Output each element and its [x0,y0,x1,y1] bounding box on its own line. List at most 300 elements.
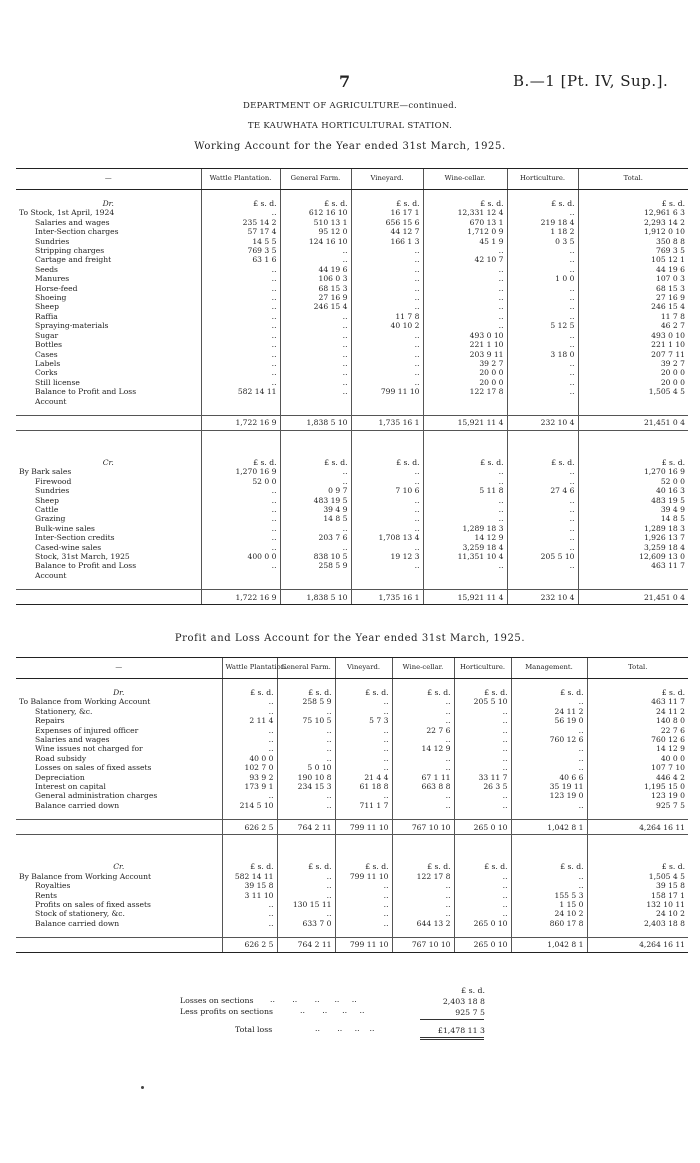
currency-unit: £ s. d. [201,199,280,208]
amount-cell: 656 15 6 [351,218,423,227]
amount-cell: .. [351,265,423,274]
amount-cell: .. [201,284,280,293]
amount-cell: 5 0 10 [277,763,335,772]
amount-cell: 40 10 2 [351,321,423,330]
row-label: General administration charges [35,791,158,801]
amount-cell: 16 17 1 [351,208,423,217]
amount-cell: 925 7 5 [587,801,688,810]
table-row [16,697,688,706]
table-row [16,293,688,302]
amount-cell: 350 8 8 [578,237,688,246]
currency-unit: £ s. d. [578,458,688,467]
amount-cell: .. [201,561,280,570]
amount-cell: 107 0 3 [578,274,688,283]
row-label: Raffia [35,311,58,321]
amount-cell [578,397,688,406]
leader-dots: .. .. .. .. [300,1006,365,1015]
amount-cell: .. [280,368,351,377]
column-header: Wattle Plantation. [222,658,277,679]
amount-cell: 633 7 0 [277,919,335,928]
amount-cell: 11 7 8 [578,312,688,321]
row-label: Salaries and wages [35,735,110,745]
table-row [16,754,688,763]
amount-cell: 39 2 7 [578,359,688,368]
table-row [16,359,688,368]
column-header: Wine-cellar. [392,658,454,679]
amount-cell: .. [280,340,351,349]
row-label: Sundries [35,486,70,496]
row-label: Stripping charges [35,246,105,256]
amount-cell: .. [201,533,280,542]
amount-cell: .. [335,891,392,900]
department-heading: DEPARTMENT OF AGRICULTURE—continued. [243,101,457,111]
row-label: Stationery, &c. [35,706,93,716]
currency-unit: £ s. d. [578,199,688,208]
amount-cell: .. [423,477,507,486]
amount-cell: .. [351,359,423,368]
row-label: Balance carried down [35,800,120,810]
amount-cell: .. [222,900,277,909]
row-label: Sundries [35,236,70,246]
amount-cell: 95 12 0 [280,227,351,236]
amount-cell: .. [351,368,423,377]
amount-cell: .. [201,312,280,321]
amount-cell: 40 0 0 [222,754,277,763]
total-row [16,938,688,953]
amount-cell: .. [280,524,351,533]
table-row [16,561,688,570]
amount-cell: .. [280,321,351,330]
total-cell: 767 10 10 [392,938,454,953]
amount-cell: 44 19 6 [578,265,688,274]
table-row [16,716,688,725]
amount-cell [351,397,423,406]
total-cell: 626 2 5 [222,938,277,953]
amount-cell: .. [423,265,507,274]
amount-cell: .. [392,791,454,800]
amount-cell: 46 2 7 [578,321,688,330]
amount-cell: 234 15 3 [277,782,335,791]
amount-cell: .. [335,881,392,890]
amount-cell: .. [280,378,351,387]
column-header: General Farm. [280,169,351,190]
amount-cell: .. [392,763,454,772]
amount-cell: 75 10 5 [277,716,335,725]
amount-cell: .. [280,246,351,255]
amount-cell: .. [507,340,578,349]
amount-cell: .. [335,763,392,772]
amount-cell: 0 3 5 [507,237,578,246]
table-row [16,340,688,349]
currency-unit: £ s. d. [423,458,507,467]
amount-cell: .. [280,350,351,359]
amount-cell: .. [280,387,351,396]
amount-cell: .. [507,533,578,542]
row-label: Spraying-materials [35,321,109,331]
amount-cell: 190 10 8 [277,773,335,782]
table-row [16,331,688,340]
side-label: Dr. [102,199,114,208]
amount-cell: 93 9 2 [222,773,277,782]
amount-cell: .. [201,359,280,368]
table-row [16,552,688,561]
amount-cell: 663 8 8 [392,782,454,791]
amount-cell [423,571,507,580]
table-row [16,302,688,311]
amount-cell: .. [507,543,578,552]
table-row [16,726,688,735]
amount-cell: 40 6 6 [511,773,587,782]
total-label: Total loss [235,1025,273,1034]
amount-cell: .. [454,891,511,900]
document-reference: B.—1 [Pt. IV, Sup.]. [513,72,669,90]
amount-cell: 1,926 13 7 [578,533,688,542]
row-label: To Balance from Working Account [19,697,151,707]
amount-cell [280,571,351,580]
amount-cell: .. [423,505,507,514]
amount-cell: .. [511,763,587,772]
amount-cell: .. [351,340,423,349]
amount-cell: 1,289 18 3 [423,524,507,533]
table-row [16,378,688,387]
total-cell: 1,042 8 1 [511,820,587,835]
amount-cell: 711 1 7 [335,801,392,810]
amount-cell: 11 7 8 [351,312,423,321]
amount-cell: 860 17 8 [511,919,587,928]
table-row [16,543,688,552]
amount-cell: 838 10 5 [280,552,351,561]
subtotal-rule [420,1019,484,1020]
row-label: Grazing [35,514,66,524]
currency-unit: £ s. d. [277,688,335,697]
amount-cell: .. [511,697,587,706]
total-row [16,820,688,835]
amount-cell: 760 12 6 [587,735,688,744]
amount-cell: .. [511,872,587,881]
amount-cell: 24 10 2 [511,909,587,918]
amount-cell: 2,403 18 8 [587,919,688,928]
table-row [16,919,688,928]
amount-cell: .. [423,246,507,255]
amount-cell: 24 10 2 [587,909,688,918]
amount-cell: 221 1 10 [578,340,688,349]
amount-cell: .. [335,707,392,716]
table-row [16,891,688,900]
amount-cell: .. [507,467,578,476]
currency-unit: £ s. d. [587,862,688,871]
row-label: Bulk-wine sales [35,523,95,533]
table-row [16,274,688,283]
amount-cell: .. [423,312,507,321]
amount-cell: .. [454,754,511,763]
amount-cell: .. [201,378,280,387]
leader-dots: .. .. .. .. .. [270,995,357,1004]
column-header: General Farm. [277,658,335,679]
table-row [16,227,688,236]
amount-cell: 19 12 3 [351,552,423,561]
amount-cell: 207 7 11 [578,350,688,359]
amount-cell [351,571,423,580]
row-label: Labels [35,358,61,368]
column-header: Vineyard. [351,169,423,190]
amount-cell: 644 13 2 [392,919,454,928]
amount-cell: .. [507,312,578,321]
amount-cell: .. [507,284,578,293]
amount-cell: .. [351,350,423,359]
column-header: — [16,658,222,679]
row-label: Manures [35,274,70,284]
amount-cell: 40 16 3 [578,486,688,495]
amount-cell: 12,331 12 4 [423,208,507,217]
amount-cell [578,571,688,580]
amount-cell: 483 19 5 [578,496,688,505]
amount-cell [280,397,351,406]
amount-cell: 1,505 4 5 [587,872,688,881]
total-cell: 232 10 4 [507,590,578,605]
amount-cell: .. [201,274,280,283]
amount-cell: .. [507,331,578,340]
amount-cell: 3 11 10 [222,891,277,900]
row-label: Cartage and freight [35,255,112,265]
total-cell: 799 11 10 [335,938,392,953]
amount-cell: 3 18 0 [507,350,578,359]
amount-cell: 612 16 10 [280,208,351,217]
amount-cell: .. [392,716,454,725]
amount-cell: .. [454,900,511,909]
amount-cell [507,397,578,406]
row-label: Shoeing [35,293,67,303]
amount-cell: .. [351,284,423,293]
amount-cell: 5 7 3 [335,716,392,725]
amount-cell: .. [201,350,280,359]
amount-cell: 123 19 0 [587,791,688,800]
amount-cell: 61 18 8 [335,782,392,791]
amount-cell: 44 12 7 [351,227,423,236]
total-double-rule [420,1039,484,1040]
amount-cell: .. [201,321,280,330]
amount-cell: .. [277,881,335,890]
amount-cell: .. [392,735,454,744]
table-row [16,524,688,533]
column-header: Wattle Plantation. [201,169,280,190]
amount-cell: .. [201,486,280,495]
amount-cell: .. [507,302,578,311]
amount-cell: 21 4 4 [335,773,392,782]
total-cell: 232 10 4 [507,415,578,430]
amount-cell: 158 17 1 [587,891,688,900]
column-header: Wine-cellar. [423,169,507,190]
amount-cell: .. [511,754,587,763]
row-label: By Balance from Working Account [19,871,152,881]
row-label: Cased-wine sales [35,542,102,552]
amount-cell: .. [280,331,351,340]
amount-cell: .. [423,302,507,311]
row-label: Account [35,570,67,580]
table-row [16,505,688,514]
table-row [16,496,688,505]
amount-cell: .. [277,801,335,810]
amount-cell: .. [507,387,578,396]
amount-cell: 14 8 5 [578,514,688,523]
row-label: Balance carried down [35,918,120,928]
amount-cell: .. [507,524,578,533]
amount-cell: 235 14 2 [201,218,280,227]
table-row [16,773,688,782]
amount-cell: .. [423,514,507,523]
total-cell: 21,451 0 4 [578,415,688,430]
table-row [16,763,688,772]
amount-cell: .. [335,919,392,928]
amount-cell: 5 11 8 [423,486,507,495]
total-cell: 1,838 5 10 [280,590,351,605]
amount-cell: .. [201,505,280,514]
row-label: Cattle [35,504,59,514]
table-row [16,782,688,791]
amount-cell: 39 15 8 [222,881,277,890]
amount-cell: .. [280,359,351,368]
currency-unit: £ s. d. [454,688,511,697]
leader-dots: .. .. .. .. [315,1024,375,1033]
amount-cell: .. [335,697,392,706]
amount-cell: 582 14 11 [201,387,280,396]
row-label: Losses on sales of fixed assets [35,763,152,773]
amount-cell: .. [423,274,507,283]
table-row [16,533,688,542]
amount-cell: .. [392,909,454,918]
amount-cell: 769 3 5 [578,246,688,255]
amount-cell: .. [507,359,578,368]
table-row [16,477,688,486]
amount-cell: 39 4 9 [578,505,688,514]
amount-cell: 760 12 6 [511,735,587,744]
amount-cell: 39 15 8 [587,881,688,890]
losses-value: 2,403 18 8 [442,997,485,1006]
row-label: Stock, 31st March, 1925 [35,552,130,561]
amount-cell: 105 12 1 [578,255,688,264]
amount-cell: 5 12 5 [507,321,578,330]
amount-cell: 44 19 6 [280,265,351,274]
amount-cell: .. [201,208,280,217]
amount-cell: .. [277,909,335,918]
profits-value: 925 7 5 [455,1008,485,1017]
amount-cell: 14 12 9 [587,744,688,753]
amount-cell: .. [507,265,578,274]
amount-cell: 203 9 11 [423,350,507,359]
total-cell: 1,735 16 1 [351,590,423,605]
table-row [16,900,688,909]
column-header: Total. [578,169,688,190]
row-label: Balance to Profit and Loss [35,387,137,397]
amount-cell: .. [454,744,511,753]
amount-cell: .. [507,514,578,523]
column-header: Total. [587,658,688,679]
table-row [16,744,688,753]
working-account-table [16,168,688,605]
amount-cell: 106 0 3 [280,274,351,283]
amount-cell: .. [454,909,511,918]
row-label: Seeds [35,264,58,274]
amount-cell: .. [507,561,578,570]
amount-cell: 27 16 9 [280,293,351,302]
row-label: Repairs [35,716,65,726]
amount-cell: .. [351,524,423,533]
amount-cell: 22 7 6 [587,726,688,735]
amount-cell: .. [222,919,277,928]
amount-cell: 102 7 0 [222,763,277,772]
total-value: £1,478 11 3 [437,1026,485,1035]
amount-cell: 12,609 13 0 [578,552,688,561]
row-label: Stock of stationery, &c. [35,909,125,919]
amount-cell: .. [222,791,277,800]
amount-cell: 22 7 6 [392,726,454,735]
side-label: Cr. [102,457,114,467]
currency-unit: £ s. d. [277,862,335,871]
amount-cell: .. [201,368,280,377]
amount-cell: .. [511,801,587,810]
amount-cell: 39 2 7 [423,359,507,368]
table-row [16,368,688,377]
row-label: Still license [35,377,80,387]
amount-cell: 670 13 1 [423,218,507,227]
amount-cell: 1 18 2 [507,227,578,236]
side-label: Dr. [113,688,125,697]
stray-mark [141,1086,144,1089]
amount-cell: 11,351 10 4 [423,552,507,561]
amount-cell: .. [351,302,423,311]
total-cell: 767 10 10 [392,820,454,835]
amount-cell [201,571,280,580]
amount-cell: 1,289 18 3 [578,524,688,533]
amount-cell: .. [351,477,423,486]
side-label: Cr. [113,862,125,872]
total-row [16,415,688,430]
amount-cell: .. [392,891,454,900]
amount-cell: 140 8 0 [587,716,688,725]
total-cell: 1,838 5 10 [280,415,351,430]
amount-cell: .. [423,496,507,505]
amount-cell: .. [280,467,351,476]
amount-cell: .. [507,255,578,264]
column-header: Horticulture. [454,658,511,679]
amount-cell: .. [222,735,277,744]
amount-cell: .. [351,561,423,570]
table-row [16,255,688,264]
amount-cell: .. [507,505,578,514]
amount-cell: .. [201,293,280,302]
amount-cell: 20 0 0 [578,368,688,377]
table-row [16,284,688,293]
amount-cell: 14 12 9 [392,744,454,753]
amount-cell: 56 19 0 [511,716,587,725]
amount-cell [423,397,507,406]
amount-cell: 446 4 2 [587,773,688,782]
currency-unit: £ s. d. [392,688,454,697]
amount-cell: .. [454,881,511,890]
row-label: Sugar [35,330,59,340]
amount-cell: 63 1 6 [201,255,280,264]
amount-cell: .. [335,735,392,744]
amount-cell: .. [351,467,423,476]
amount-cell: 130 15 11 [277,900,335,909]
table-row [16,265,688,274]
amount-cell: .. [423,284,507,293]
profit-loss-title: Profit and Loss Account for the Year ended 31st March, 1925. [174,633,526,644]
total-cell: 4,264 16 11 [587,820,688,835]
row-label: Depreciation [35,772,85,782]
amount-cell: .. [423,467,507,476]
amount-cell: 2 11 4 [222,716,277,725]
amount-cell: .. [277,872,335,881]
